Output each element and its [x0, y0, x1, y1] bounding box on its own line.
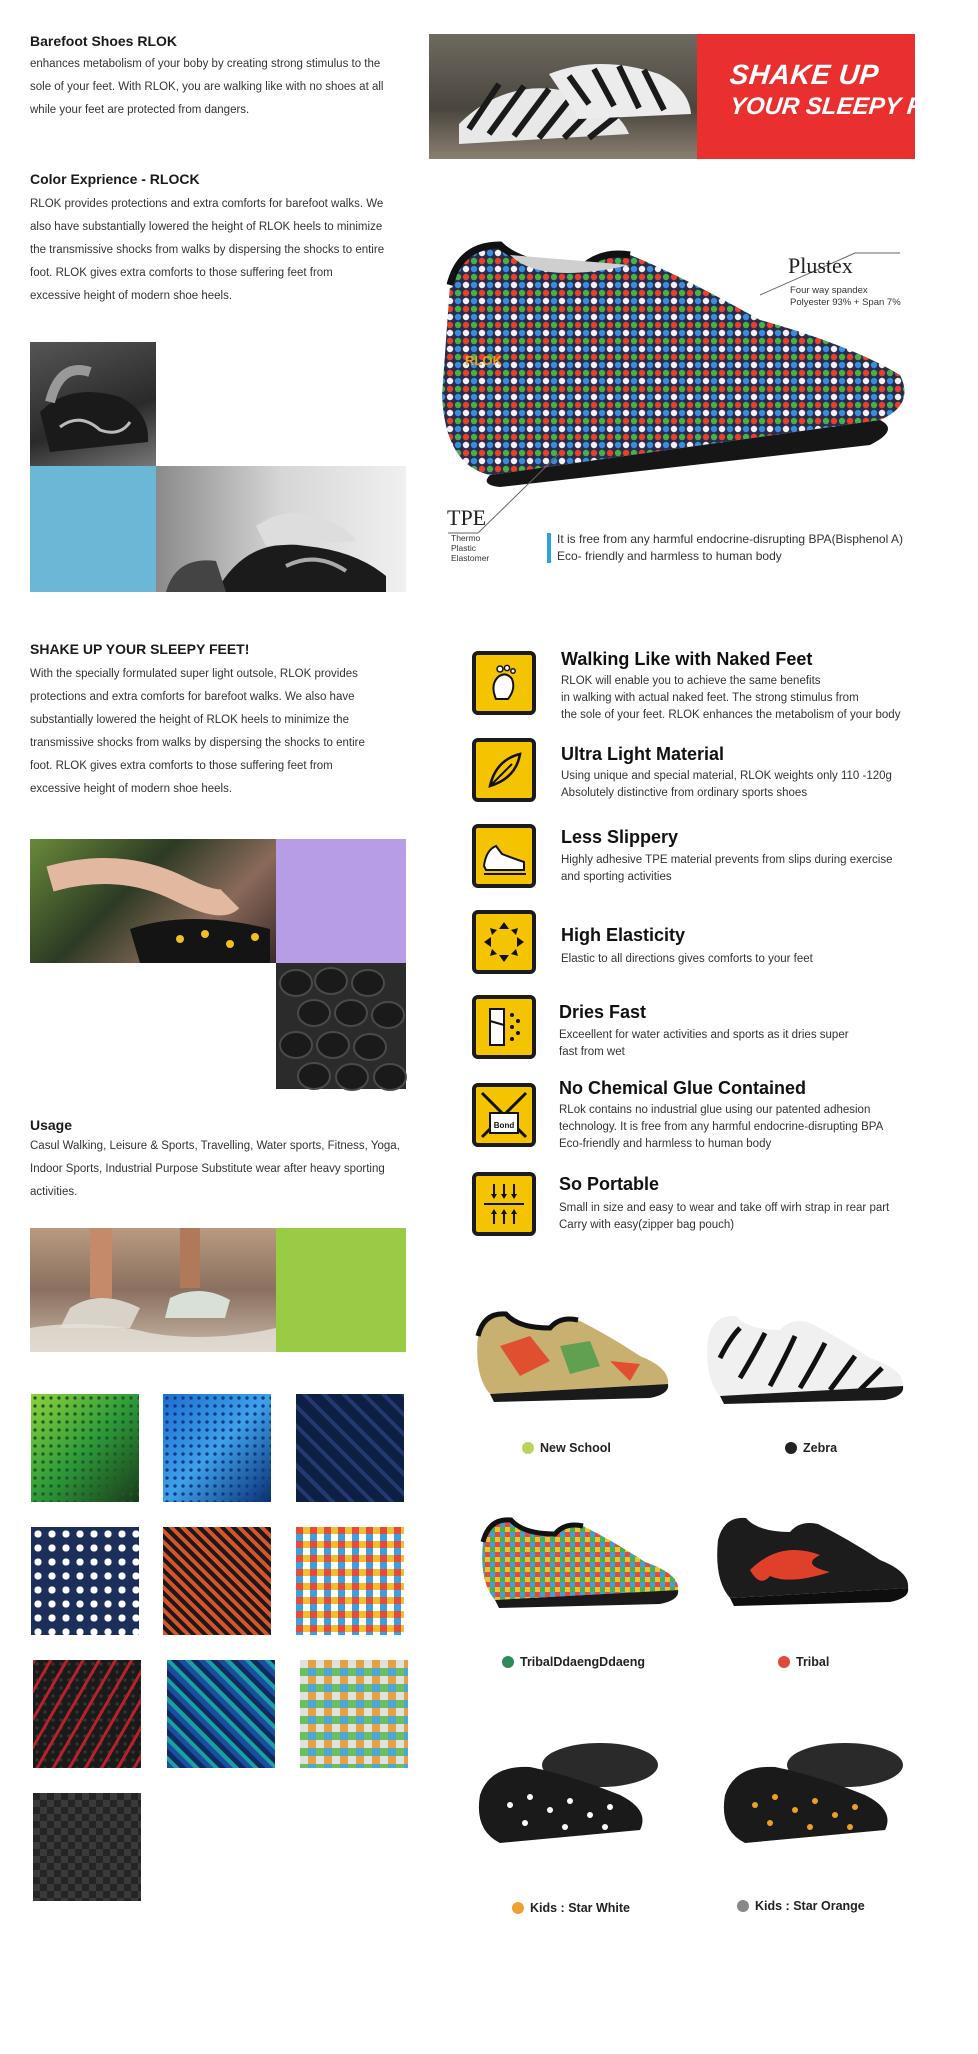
feather-icon	[472, 738, 536, 802]
pattern-swatch-houndstooth-color	[296, 1527, 404, 1635]
pattern-swatch-pixel	[300, 1660, 408, 1768]
feature-line: Eco-friendly and harmless to human body	[559, 1138, 772, 1150]
feature-line: the sole of your feet. RLOK enhances the metabolism of your body	[561, 709, 901, 721]
pattern-swatch-red-black	[33, 1660, 141, 1768]
feature-line: Highly adhesive TPE material prevents from slips during exercise	[561, 854, 893, 866]
pattern-swatch-blue-camo	[163, 1394, 271, 1502]
product-image-kids-star-white	[470, 1735, 670, 1850]
feature-line: RLOK will enable you to achieve the same benefits	[561, 675, 821, 687]
pattern-swatch-dark-houndstooth	[33, 1793, 141, 1901]
pattern-swatch-teal-zigzag	[167, 1660, 275, 1768]
shake-section-body: With the specially formulated super light outsole, RLOK provides protections and extra comforts for barefoot walks. We also have substantially lowered the height of RLOK heels to minimize the transmissive shocks from walks by dispersing the shocks to entire foot. RLOK gives extra comforts to those suffering feet from excessive height of modern shoe heels.	[30, 668, 365, 795]
pattern-swatch-skull	[31, 1527, 139, 1635]
usage-title: Usage	[30, 1117, 73, 1133]
beach-walk-photo	[30, 1228, 276, 1352]
product-label	[778, 1655, 829, 1669]
banner-line2: YOUR SLEEPY FEET!	[728, 93, 978, 120]
feature-line: fast from wet	[559, 1046, 625, 1058]
color-dot	[512, 1902, 524, 1914]
no-glue-icon	[472, 1083, 536, 1147]
feature-title: So Portable	[559, 1174, 660, 1194]
note-line2: Eco- friendly and harmless to human body	[557, 549, 782, 563]
feature-title: High Elasticity	[561, 925, 686, 945]
product-image-new-school	[470, 1306, 675, 1406]
feature-line: Carry with easy(zipper bag pouch)	[559, 1219, 735, 1231]
feature-title: Walking Like with Naked Feet	[561, 649, 813, 669]
feature-line: technology. It is free from any harmful endocrine-disrupting BPA	[559, 1121, 884, 1133]
product-name: Zebra	[803, 1441, 838, 1455]
arrows-icon	[472, 910, 536, 974]
compress-icon	[472, 1172, 536, 1236]
color-section-body: RLOK provides protections and extra comforts for barefoot walks. We also have substantially lowered the height of RLOK heels to minimize the transmissive shocks from walks by dispersing the shocks to entire foot. RLOK gives extra comforts to those suffering feet from excessive height of modern shoe heels.	[30, 198, 385, 302]
bond-label: Bond	[493, 1121, 515, 1130]
product-label	[785, 1441, 837, 1455]
svg-text:RLOK: RLOK	[465, 353, 502, 368]
intro-body: enhances metabolism of your boby by creating strong stimulus to the sole of your feet. With RLOK, you are walking like with no shoes at all while your feet are protected from dangers.	[30, 58, 384, 116]
pattern-swatch-navy-stripe	[296, 1394, 404, 1502]
banner-red-panel	[697, 34, 978, 159]
plustex-spec	[790, 285, 901, 309]
feature-line: Small in size and easy to wear and take off wirh strap in rear part	[559, 1202, 890, 1214]
feature-line: Using unique and special material, RLOK weights only 110 -120g	[561, 770, 892, 782]
feature-body	[561, 852, 921, 886]
color-dot	[778, 1656, 790, 1668]
foot-icon	[472, 651, 536, 715]
shoe-closeup-photo	[30, 342, 156, 466]
purple-color-block	[276, 839, 406, 963]
feature-title: Ultra Light Material	[561, 744, 725, 764]
feature-body	[559, 1027, 919, 1061]
color-dot	[522, 1442, 534, 1454]
shoes-floor-photo	[156, 466, 406, 592]
feature-line: Elastic to all directions gives comforts to your feet	[561, 953, 813, 965]
product-name: Kids : Star Orange	[755, 1899, 865, 1913]
product-label	[502, 1655, 645, 1669]
plustex-title: Plustex	[788, 253, 853, 278]
feature-body	[561, 673, 921, 724]
outsole-closeup-photo	[276, 963, 406, 1089]
feature-body	[561, 768, 921, 802]
product-name: Kids : Star White	[530, 1901, 631, 1915]
plustex-line2: Polyester 93% + Span 7%	[790, 297, 901, 308]
product-label	[512, 1901, 630, 1915]
feature-title: No Chemical Glue Contained	[559, 1078, 807, 1098]
feature-body	[559, 1200, 919, 1234]
usage-body: Casul Walking, Leisure & Sports, Travelling, Water sports, Fitness, Yoga, Indoor Sports, Industrial Purpose Substitute wear after heavy sporting activities.	[30, 1140, 400, 1198]
color-dot	[785, 1442, 797, 1454]
tpe-line2: Plastic	[451, 543, 477, 553]
product-name: TribalDdaengDdaeng	[520, 1655, 646, 1669]
tpe-line3: Elastomer	[451, 553, 490, 563]
plustex-line1: Four way spandex	[790, 285, 868, 296]
color-dot	[502, 1656, 514, 1668]
note-line1: It is free from any harmful endocrine-disrupting BPA(Bisphenol A)	[557, 532, 903, 546]
intro-title: Barefoot Shoes RLOK	[30, 33, 178, 49]
tpe-title: TPE	[447, 505, 487, 530]
water-feet-photo	[30, 839, 276, 963]
note-accent-bar	[547, 533, 551, 563]
feature-title: Dries Fast	[559, 1002, 647, 1022]
product-name: New School	[540, 1441, 611, 1455]
drip-icon	[472, 995, 536, 1059]
feature-body	[559, 1102, 919, 1153]
diagram-note	[557, 531, 903, 565]
shake-section-title: SHAKE UP YOUR SLEEPY FEET!	[30, 641, 250, 657]
color-section-title: Color Exprience - RLOCK	[30, 171, 200, 187]
blue-color-block	[30, 466, 156, 592]
feature-line: and sporting activities	[561, 871, 672, 883]
feature-line: Absolutely distinctive from ordinary sports shoes	[561, 787, 808, 799]
product-image-tribal-ddaeng	[475, 1512, 685, 1612]
product-label	[522, 1441, 611, 1455]
shoe-icon	[472, 824, 536, 888]
feature-line: in walking with actual naked feet. The strong stimulus from	[561, 692, 859, 704]
feature-line: RLok contains no industrial glue using our patented adhesion	[559, 1104, 871, 1116]
product-image-tribal	[710, 1510, 915, 1610]
pattern-swatch-green-camo	[31, 1394, 139, 1502]
banner-photo	[429, 34, 697, 159]
pattern-swatch-red-chevron	[163, 1527, 271, 1635]
banner-line1: SHAKE UP	[728, 59, 881, 90]
green-color-block	[276, 1228, 406, 1352]
color-dot	[737, 1900, 749, 1912]
feature-title: Less Slippery	[561, 827, 679, 847]
product-image-kids-star-orange	[715, 1735, 915, 1850]
tpe-line1: Thermo	[451, 533, 481, 543]
product-name: Tribal	[796, 1655, 830, 1669]
tpe-spec	[451, 533, 489, 563]
feature-line: Exceellent for water activities and sports as it dries super	[559, 1029, 849, 1041]
product-label	[737, 1899, 865, 1913]
feature-body	[561, 951, 921, 968]
product-image-zebra	[700, 1308, 910, 1408]
